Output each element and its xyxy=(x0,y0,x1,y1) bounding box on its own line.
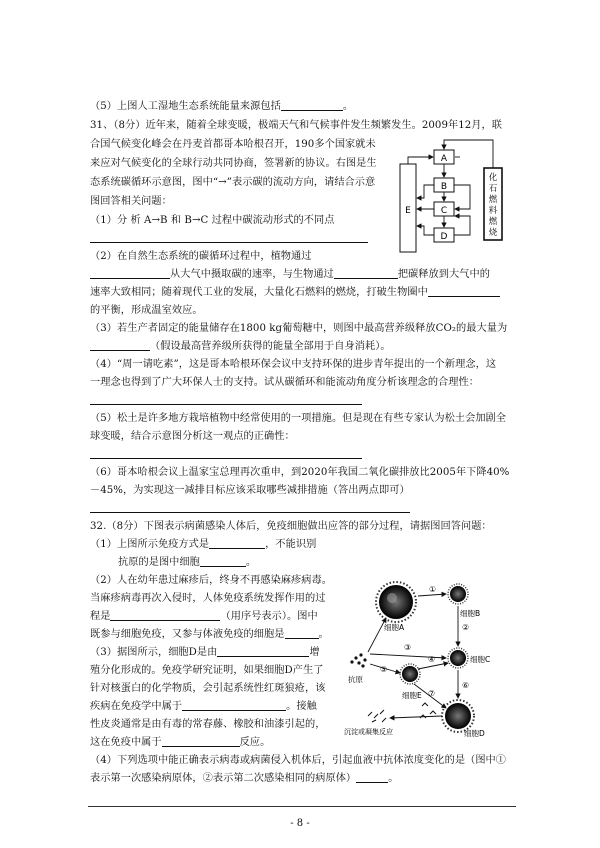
text: 既参与细胞免疫，又参与体液免疫的细胞是 xyxy=(90,629,285,640)
answer-blank[interactable] xyxy=(162,736,240,747)
text-line xyxy=(90,502,410,515)
fossil-char: 燃 xyxy=(488,217,498,227)
step-number: ④ xyxy=(428,655,436,664)
text-line: （2）在自然生态系统的碳循环过程中，植物通过 xyxy=(90,251,312,262)
step-number: ③ xyxy=(404,643,412,652)
text: 。 xyxy=(388,773,399,784)
answer-blank[interactable] xyxy=(90,394,362,405)
text-line xyxy=(118,556,256,569)
page-number: - 8 - xyxy=(290,818,310,829)
text-line: 殖分化形成的。免疫学研究证明，如果细胞D产生了 xyxy=(90,665,324,676)
label-cell-e: 细胞E xyxy=(402,691,422,700)
text-line: 的平衡，形成温室效应。 xyxy=(90,305,203,316)
label-antigen: 抗原 xyxy=(348,675,363,684)
text: 。 xyxy=(342,101,354,112)
text: （1）上图所示免疫方式是 xyxy=(90,539,210,550)
text: （用序号表示）。图中 xyxy=(220,611,318,622)
text: 增 xyxy=(309,647,320,658)
label-cell-a: 细胞A xyxy=(384,623,405,632)
text-line xyxy=(90,772,398,785)
text: 把碳释放到大气中的 xyxy=(397,269,490,280)
label-e: E xyxy=(405,206,411,216)
answer-blank[interactable] xyxy=(90,340,150,351)
step-number: ⑤ xyxy=(380,665,388,674)
text-line: 31、（8分）近年来，随着全球变暖，极端天气和气候事件发生频繁发生。2009年12月，联 xyxy=(90,120,502,131)
label-cell-c: 细胞C xyxy=(470,655,491,664)
step-number: ② xyxy=(462,623,470,632)
text: 程是 xyxy=(90,611,111,622)
precipitation-cluster xyxy=(368,710,386,722)
text: 速率大致相同；随着现代工业的发展，大量化石燃料的燃烧，打破生物圈中 xyxy=(90,287,428,298)
text-line: 当麻疹病毒再次入侵时，人体免疫系统发挥作用的过 xyxy=(90,593,326,604)
text-line xyxy=(90,610,318,623)
cell-e xyxy=(400,664,420,684)
text-line xyxy=(90,268,490,281)
fossil-char: 燃 xyxy=(488,195,498,205)
antigen-cluster xyxy=(350,653,366,667)
step-number: ⑥ xyxy=(462,681,470,690)
immune-diagram xyxy=(334,576,524,742)
text-line: 合国气候变化峰会在丹麦首都哥本哈根召开，190多个国家就未 xyxy=(90,139,376,150)
answer-blank[interactable] xyxy=(200,556,246,567)
text: 表示第一次感染病原体，②表示第二次感染相同的病原体） xyxy=(90,773,357,784)
text-line: （1）分 析 A→B 和 B→C 过程中碳流动形式的不同点 xyxy=(90,215,335,226)
text: 抗原的是图中细胞 xyxy=(118,557,200,568)
text: ，不能识别 xyxy=(265,539,317,550)
text-line xyxy=(90,448,362,461)
text-line xyxy=(90,232,368,245)
answer-blank[interactable] xyxy=(334,268,398,279)
label-d: D xyxy=(440,232,448,242)
label-b: B xyxy=(440,182,448,192)
answer-blank[interactable] xyxy=(110,610,220,621)
cell-b xyxy=(448,584,468,604)
answer-blank[interactable] xyxy=(356,772,388,783)
label-cell-b: 细胞B xyxy=(460,609,481,618)
text-line xyxy=(90,394,362,407)
label-c: C xyxy=(440,206,448,216)
text: 这在免疫中属于 xyxy=(90,737,162,748)
text-line: 一理念也得到了广大环保人士的支持。试从碳循环和能流动角度分析该理念的合理性： xyxy=(90,377,480,388)
answer-blank[interactable] xyxy=(182,700,286,711)
text-line: －45%，为实现这一减排目标应该采取哪些减排措施（答出两点即可） xyxy=(90,485,410,496)
text-line: （6）哥本哈根会议上温家宝总理再次重申，到2020年我国二氧化碳排放比2005年下降40% xyxy=(90,467,510,478)
answer-blank[interactable] xyxy=(428,286,500,297)
fossil-char: 化 xyxy=(488,173,498,183)
carbon-cycle-diagram xyxy=(398,136,518,254)
text-line: （2）人在幼年患过麻疹后，终身不再感染麻疹病毒。 xyxy=(90,575,332,586)
text: 反应。 xyxy=(239,737,271,748)
text-line: （5）松土是许多地方栽培植物中经常使用的一项措施。但是现在有些专家认为松土会加剧全 xyxy=(90,413,507,424)
footer-rule xyxy=(88,806,516,807)
cell-c xyxy=(448,648,468,668)
step-number: ① xyxy=(429,585,437,594)
text-line xyxy=(90,100,353,113)
text-line: （4）“周一请吃素”，这是哥本哈根环保会议中支持环保的进步青年提出的一个新理念，这 xyxy=(90,359,497,370)
answer-blank[interactable] xyxy=(281,100,343,111)
text-line: 态系统碳循环示意图，图中“→”表示碳的流动方向，请结合示意 xyxy=(90,177,376,188)
text-line xyxy=(90,628,329,641)
text-line: 32.（8分）下图表示病菌感染人体后，免疫细胞做出应答的部分过程，请据图回答问题： xyxy=(90,521,492,532)
answer-blank[interactable] xyxy=(209,538,265,549)
text: 。 xyxy=(245,557,257,568)
text: 疾病在免疫学中属于 xyxy=(90,701,183,712)
label-precipitation: 沉淀或凝集反应 xyxy=(344,728,393,736)
label-a: A xyxy=(440,154,448,164)
text-line: 球变暖，结合示意图分析这一观点的正确性： xyxy=(90,431,295,442)
text-line xyxy=(90,340,391,353)
step-number: ⑦ xyxy=(428,689,436,698)
answer-blank[interactable] xyxy=(90,268,170,279)
text: （5）上图人工湿地生态系统能量来源包括 xyxy=(90,101,281,112)
text-line xyxy=(90,646,320,659)
answer-blank[interactable] xyxy=(285,628,319,639)
text-line: 来应对气候变化的全球行动共同协商，签署新的协议。右图是生 xyxy=(90,158,377,169)
answer-blank[interactable] xyxy=(90,502,410,513)
text-line: 针对核蛋白的化学物质，会引起系统性红斑狼疮，该 xyxy=(90,683,326,694)
answer-blank[interactable] xyxy=(90,232,368,243)
text-line: （4）下列选项中能正确表示病毒或病菌侵入机体后，引起血液中抗体浓度变化的是（图中① xyxy=(90,755,507,766)
text-line: 性皮炎通常是由有毒的常春藤、橡胶和油漆引起的， xyxy=(90,719,326,730)
cell-d xyxy=(442,700,474,732)
text-line: （3）若生产者固定的能量储存在1800 kg葡萄糖中，则图中最高营养级释放CO₂的最大量为 xyxy=(90,323,508,334)
text: 从大气中摄取碳的速率，与生物通过 xyxy=(170,269,334,280)
fossil-char: 烧 xyxy=(488,228,498,238)
text-line xyxy=(90,736,270,749)
text-line xyxy=(90,700,317,713)
text: （假设最高营养级所获得的能量全部用于自身消耗）。 xyxy=(150,341,391,352)
fossil-char: 料 xyxy=(488,206,498,216)
text-line xyxy=(90,286,500,299)
answer-blank[interactable] xyxy=(217,646,309,657)
text: 。接触 xyxy=(286,701,317,712)
text: 。 xyxy=(318,629,329,640)
fossil-char: 石 xyxy=(488,184,498,194)
antibody-marks xyxy=(420,703,436,718)
label-cell-d: 细胞D xyxy=(464,729,485,738)
text: （3）据图所示，细胞D是由 xyxy=(90,647,218,658)
text-line: 图回答相关问题： xyxy=(90,196,172,207)
answer-blank[interactable] xyxy=(90,448,362,459)
text-line xyxy=(90,538,316,551)
cell-a xyxy=(376,582,416,622)
